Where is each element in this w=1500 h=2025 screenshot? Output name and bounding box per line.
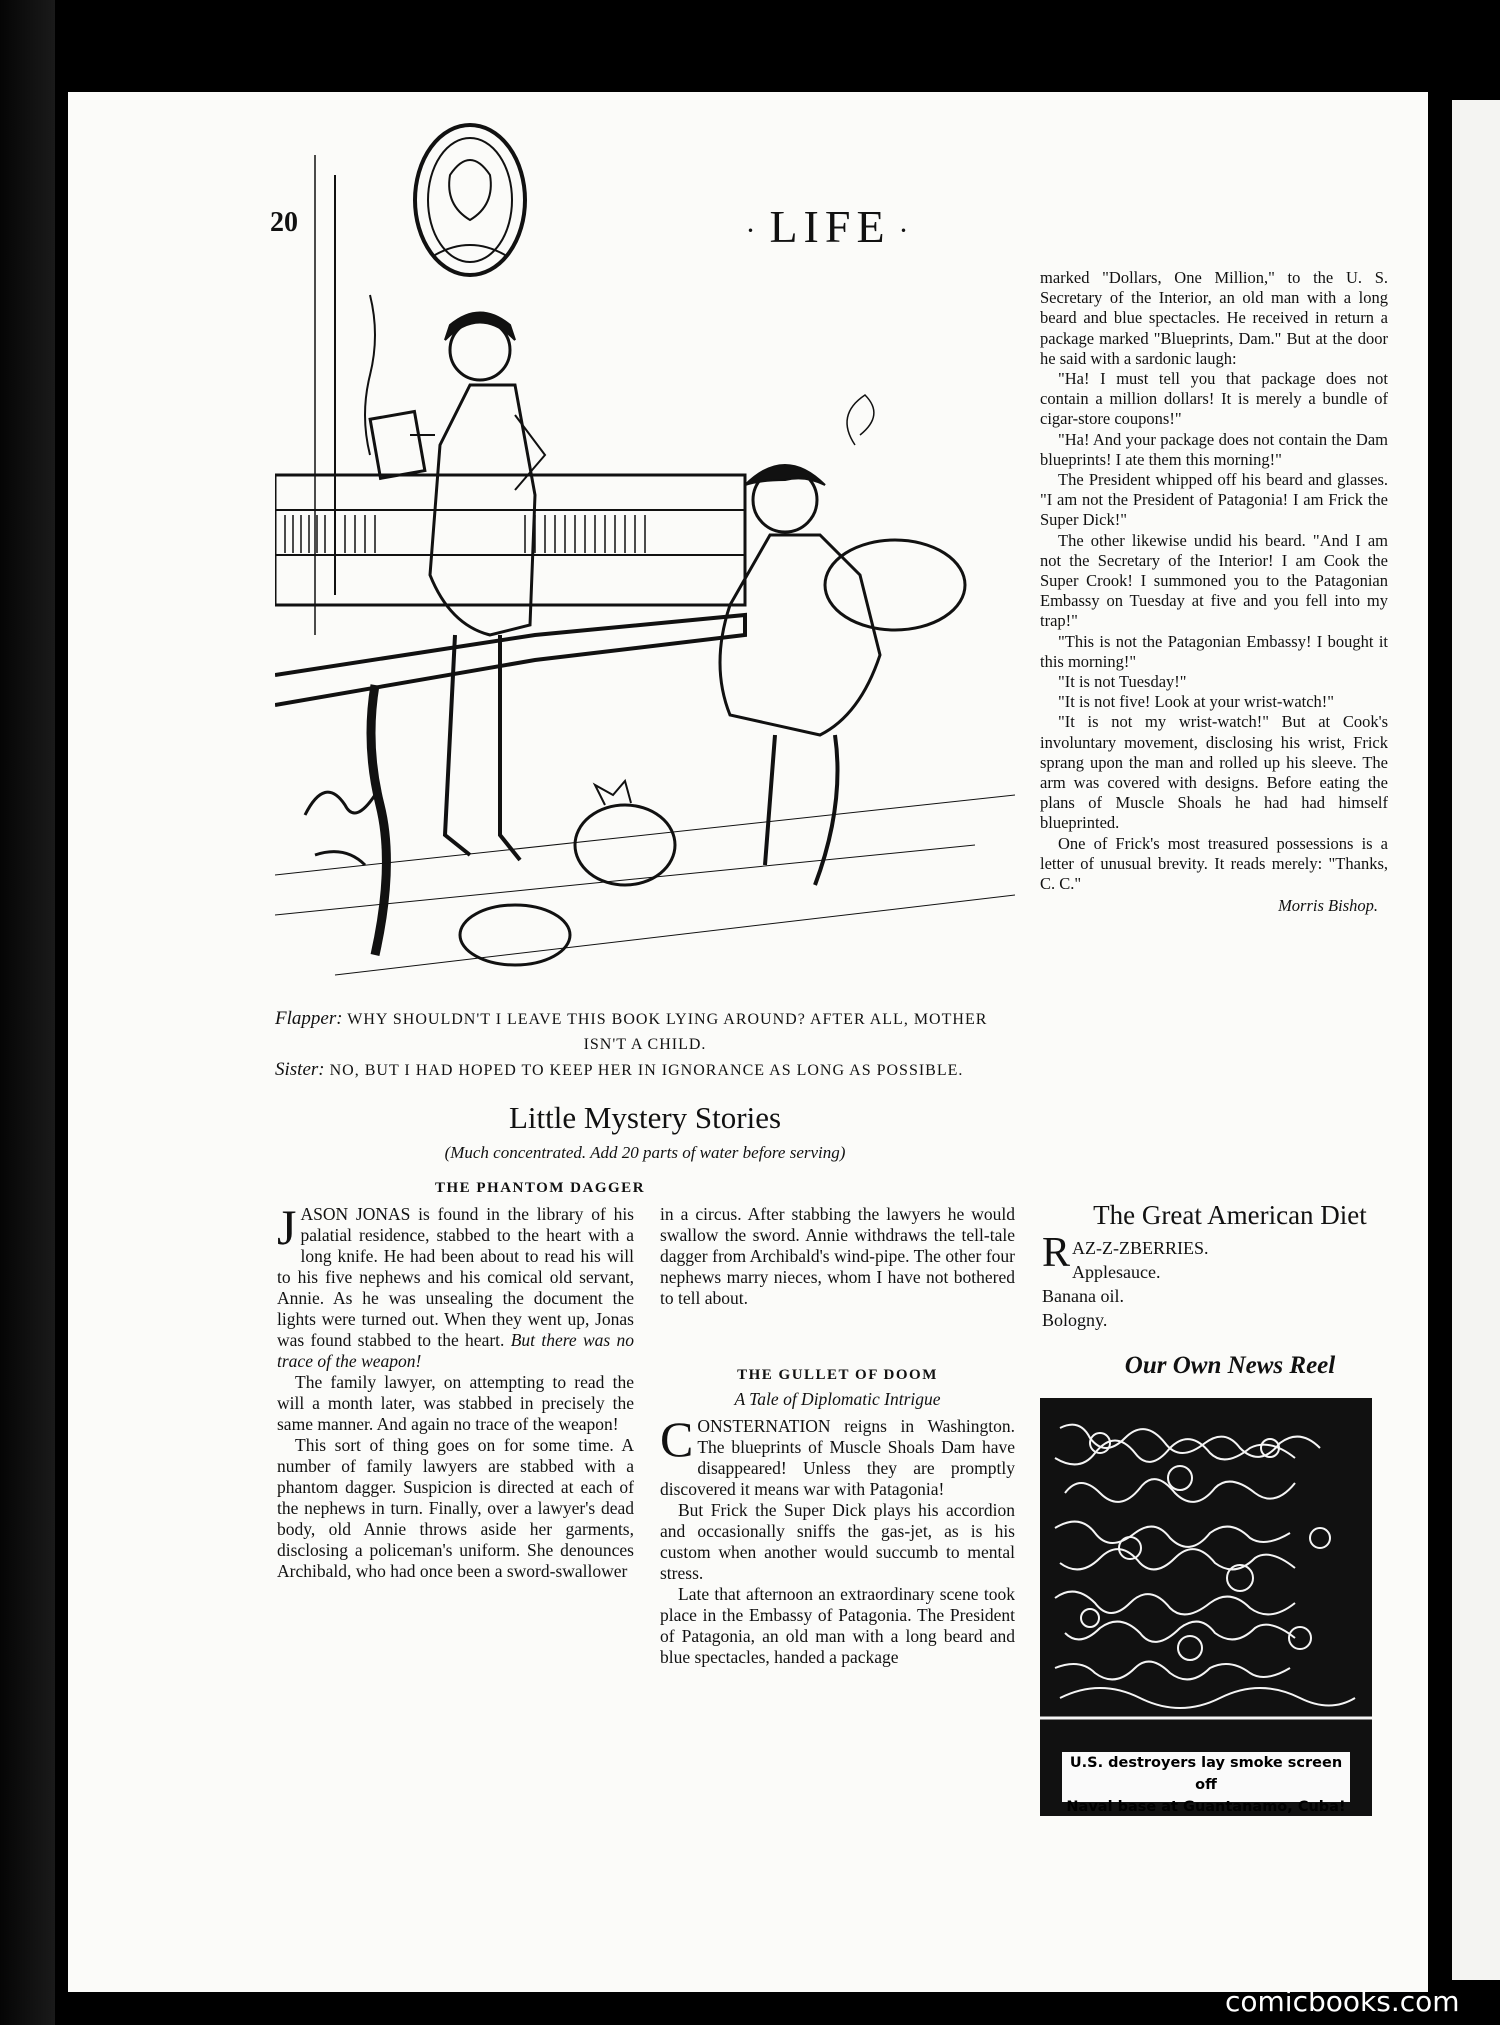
news-reel-caption-line: Naval base at Guantanamo, Cuba! — [1066, 1799, 1346, 1815]
next-page-edge — [1452, 100, 1500, 1980]
diet-title: The Great American Diet — [1093, 1200, 1367, 1230]
diet-item: Bologny. — [1042, 1310, 1108, 1330]
news-reel-caption — [1062, 1752, 1350, 1815]
paragraph: "Ha! I must tell you that package does not contain a million dollars! It is merely a bundle of cigar-store coupons!" — [1040, 369, 1388, 429]
caption-speaker-flapper: Flapper: — [275, 1008, 343, 1029]
paragraph: The family lawyer, on attempting to read the will a month later, was stabbed in precisely the same manner. And again no trace of the weapon! — [277, 1372, 634, 1434]
paragraph: The other likewise undid his beard. "And I am not the Secretary of the Interior! I am Cook the Super Crook! I summoned you to the Patagonian Embassy on Tuesday at five and you fell into my trap!" — [1040, 530, 1388, 631]
paragraph-text: ONSTERNATION reigns in Washington. The blueprints of Muscle Shoals Dam have disappeared! Unless they are promptly discovered it means war with Patagonia! — [660, 1416, 1015, 1499]
diet-initial: R — [1042, 1230, 1071, 1276]
news-reel-title: Our Own News Reel — [1124, 1352, 1336, 1379]
section-heading-gullet-of-doom: THE GULLET OF DOOM — [737, 1367, 938, 1383]
paragraph: "This is not the Patagonian Embassy! I bought it this morning!" — [1040, 631, 1388, 671]
section-subheading: A Tale of Diplomatic Intrigue — [734, 1389, 941, 1409]
story-column-3 — [1040, 268, 1388, 917]
diet-item: Applesauce. — [1072, 1262, 1161, 1282]
paragraph: One of Frick's most treasured possessions is a letter of unusual brevity. It reads merely: "Thanks, C. C." — [1040, 833, 1388, 894]
diet-item: Banana oil. — [1042, 1286, 1124, 1306]
paragraph — [660, 1411, 1015, 1500]
paragraph: But Frick the Super Dick plays his accordion and occasionally sniffs the gas-jet, as is his custom when another would succumb to mental stress. — [660, 1500, 1015, 1583]
paragraph: marked "Dollars, One Million," to the U. S. Secretary of the Interior, an old man with a long beard and blue spectacles. He received in return a package marked "Blueprints, Dam." But at the door he said with a sardonic laugh: — [1040, 268, 1388, 368]
paragraph: "It is not my wrist-watch!" But at Cook's involuntary movement, disclosing his wrist, Frick sprang upon the man and rolled up his sleeve. The arm was covered with designs. Before eating the plans of Muscle Shoals he had had himself blueprinted. — [1040, 712, 1388, 833]
caption-sister-text: NO, BUT I HAD HOPED TO KEEP HER IN IGNORANCE AS LONG AS POSSIBLE. — [329, 1062, 964, 1079]
paragraph-text: ASON JONAS is found in the library of his palatial residence, stabbed to the heart with a long knife. He had been about to read his will to his five nephews and his comical old servant, Annie. As he was unsealing the document the lights were turned out. When they went up, Jonas was found stabbed to the heart. — [277, 1204, 634, 1350]
scan-border — [0, 0, 55, 2025]
paragraph: "It is not five! Look at your wrist-watch!" — [1058, 692, 1335, 712]
dropcap-c: C — [660, 1411, 694, 1467]
paragraph: "It is not Tuesday!" — [1058, 672, 1187, 692]
paragraph: This sort of thing goes on for some time. A number of family lawyers are stabbed with a phantom dagger. Suspicion is directed at each of the nephews in turn. Finally, over a lawyer's dead body, old Annie throws aside her garments, disclosing a policeman's uniform. She denounces Archibald, who had once been a sword-swallower — [277, 1435, 634, 1581]
story-column-2 — [660, 1204, 1015, 1309]
smoke-screen-drawing — [1040, 1398, 1372, 1748]
masthead-dot-right: · — [898, 214, 915, 248]
story-subtitle: (Much concentrated. Add 20 parts of water before serving) — [444, 1143, 846, 1162]
masthead-title: LIFE — [769, 201, 891, 252]
caption-flapper-text-cont: ISN'T A CHILD. — [583, 1036, 707, 1053]
story-column-1 — [277, 1199, 634, 1582]
cartoon-illustration — [275, 115, 1015, 995]
caption-line-1 — [275, 1006, 1015, 1032]
section-heading-phantom-dagger: THE PHANTOM DAGGER — [434, 1180, 646, 1196]
news-reel-panel — [1040, 1398, 1372, 1816]
masthead-dot-left: · — [745, 214, 762, 248]
watermark: comicbooks.com — [1225, 1985, 1460, 2018]
news-reel-caption-line: U.S. destroyers lay smoke screen off — [1069, 1755, 1343, 1793]
paragraph: "Ha! And your package does not contain the Dam blueprints! I ate them this morning!" — [1040, 429, 1388, 469]
dropcap-j: J — [277, 1199, 297, 1255]
paragraph-italic-text: But there was no trace of the weapon! — [277, 1330, 634, 1371]
diet-item: AZ-Z-ZBERRIES. — [1072, 1238, 1209, 1258]
paragraph: Late that afternoon an extraordinary scene took place in the Embassy of Patagonia. The President of Patagonia, an old man with a long beard and blue spectacles, handed a package — [660, 1584, 1015, 1667]
caption-flapper-text: WHY SHOULDN'T I LEAVE THIS BOOK LYING AROUND? AFTER ALL, MOTHER — [347, 1011, 988, 1028]
story-title: Little Mystery Stories — [508, 1100, 782, 1135]
paragraph — [277, 1199, 634, 1372]
paragraph: The President whipped off his beard and glasses. "I am not the President of Patagonia! I am Frick the Super Dick!" — [1040, 470, 1388, 530]
caption-line-2 — [275, 1057, 1015, 1083]
story-column-2b — [660, 1411, 1015, 1668]
diet-list — [1042, 1230, 1402, 1332]
author-signature: Morris Bishop. — [1278, 896, 1378, 916]
cartoon-caption — [275, 1006, 1015, 1083]
caption-speaker-sister: Sister: — [275, 1059, 325, 1080]
page-number: 20 — [270, 207, 298, 238]
paragraph: in a circus. After stabbing the lawyers he would swallow the sword. Annie withdraws the tell-tale dagger from Archibald's wind-pipe. The other four nephews marry nieces, whom I have not bothered to tell about. — [660, 1204, 1015, 1308]
